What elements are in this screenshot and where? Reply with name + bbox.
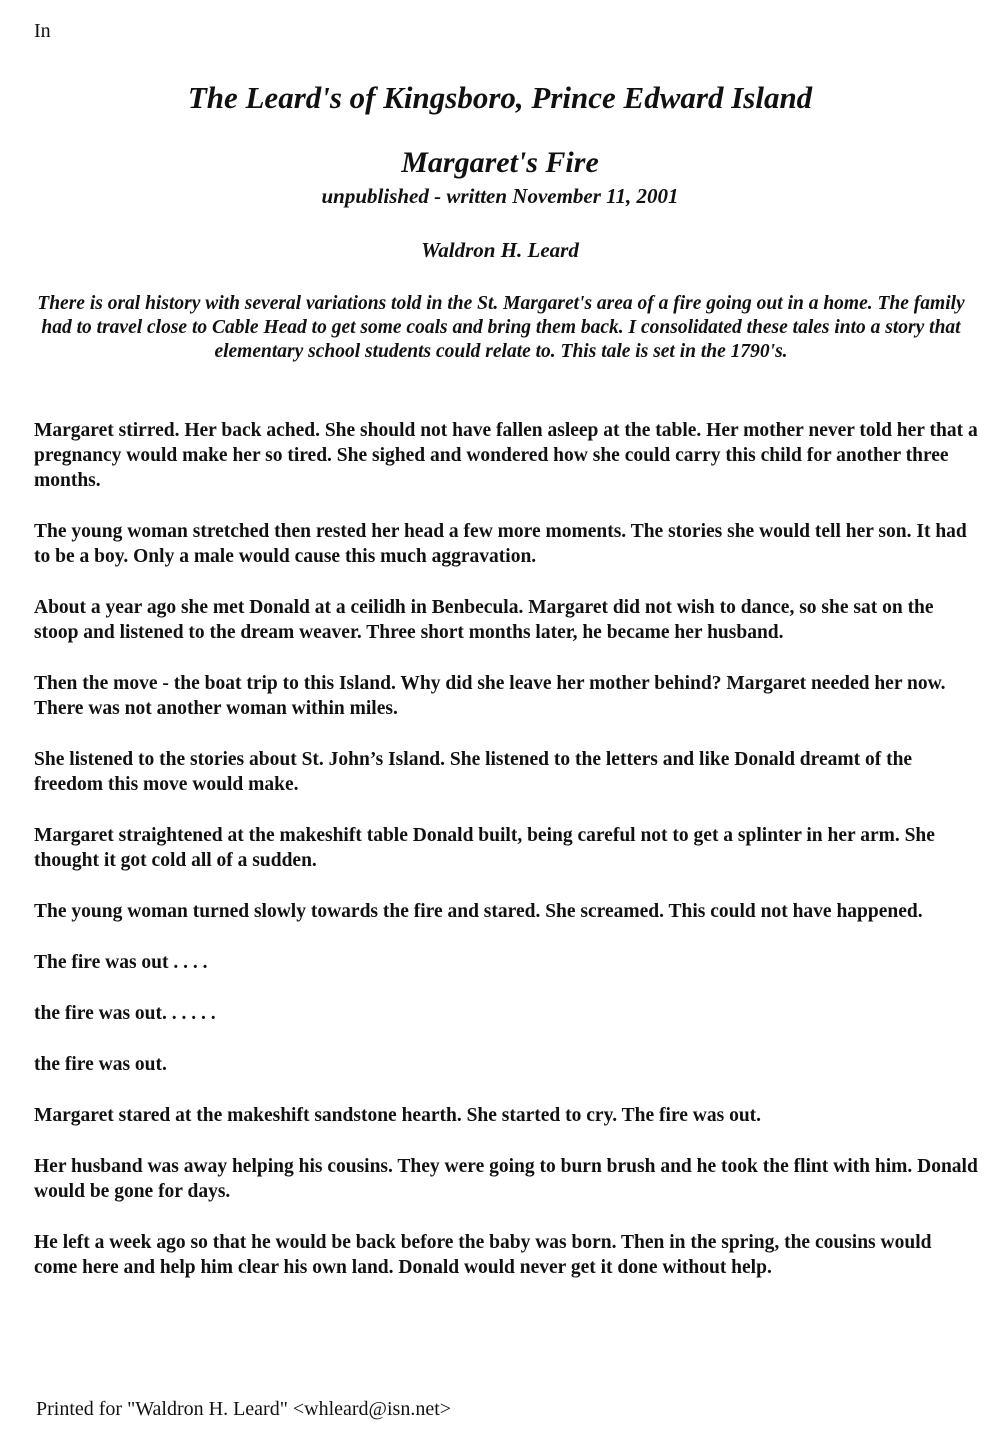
story-paragraph: She listened to the stories about St. John’s Island. She listened to the letters and like Donald dreamt of the freedom this move would make. (34, 749, 913, 795)
corner-mark: In (34, 20, 51, 42)
intro-paragraph: There is oral history with several variations told in the St. Margaret's area of a fire going out in a home. The family had to travel close to Cable Head to get some coals and bring them back. I consolidated these tales into a story that elementary school students could relate to. This tale is set in the 1790's. (37, 293, 965, 362)
story-paragraph: He left a week ago so that he would be back before the baby was born. Then in the spring, the cousins would come here and help him clear his own land. Donald would never get it done without help. (34, 1232, 932, 1278)
document-title: The Leard's of Kingsboro, Prince Edward Island (187, 80, 813, 115)
story-paragraph: The young woman turned slowly towards the fire and stared. She screamed. This could not have happened. (34, 901, 923, 922)
story-title: Margaret's Fire (401, 146, 599, 179)
story-paragraph: Margaret stared at the makeshift sandstone hearth. She started to cry. The fire was out. (34, 1105, 762, 1126)
publication-note: unpublished - written November 11, 2001 (321, 184, 679, 208)
story-paragraph: the fire was out. . . . . . (34, 1003, 216, 1024)
story-paragraph: the fire was out. (34, 1054, 167, 1075)
story-paragraph: Margaret stirred. Her back ached. She should not have fallen asleep at the table. Her mother never told her that a pregnancy would make her so tired. She sighed and wondered how she could carry this child for another three months. (34, 420, 978, 491)
story-paragraph: Margaret straightened at the makeshift table Donald built, being careful not to get a splinter in her arm. She thought it got cold all of a sudden. (34, 825, 935, 871)
print-footer: Printed for "Waldron H. Leard" <whleard@isn.net> (36, 1398, 452, 1420)
story-paragraph: About a year ago she met Donald at a ceilidh in Benbecula. Margaret did not wish to dance, so she sat on the stoop and listened to the dream weaver. Three short months later, he became her husband. (34, 597, 934, 643)
story-body (34, 418, 978, 1306)
story-paragraph: The young woman stretched then rested her head a few more moments. The stories she would tell her son. It had to be a boy. Only a male would cause this much aggravation. (34, 521, 967, 567)
story-paragraph: Then the move - the boat trip to this Island. Why did she leave her mother behind? Margaret needed her now. There was not another woman within miles. (34, 673, 946, 719)
story-paragraph: Her husband was away helping his cousins. They were going to burn brush and he took the flint with him. Donald would be gone for days. (34, 1156, 978, 1202)
author-name: Waldron H. Leard (421, 238, 579, 262)
story-paragraph: The fire was out . . . . (34, 952, 208, 973)
